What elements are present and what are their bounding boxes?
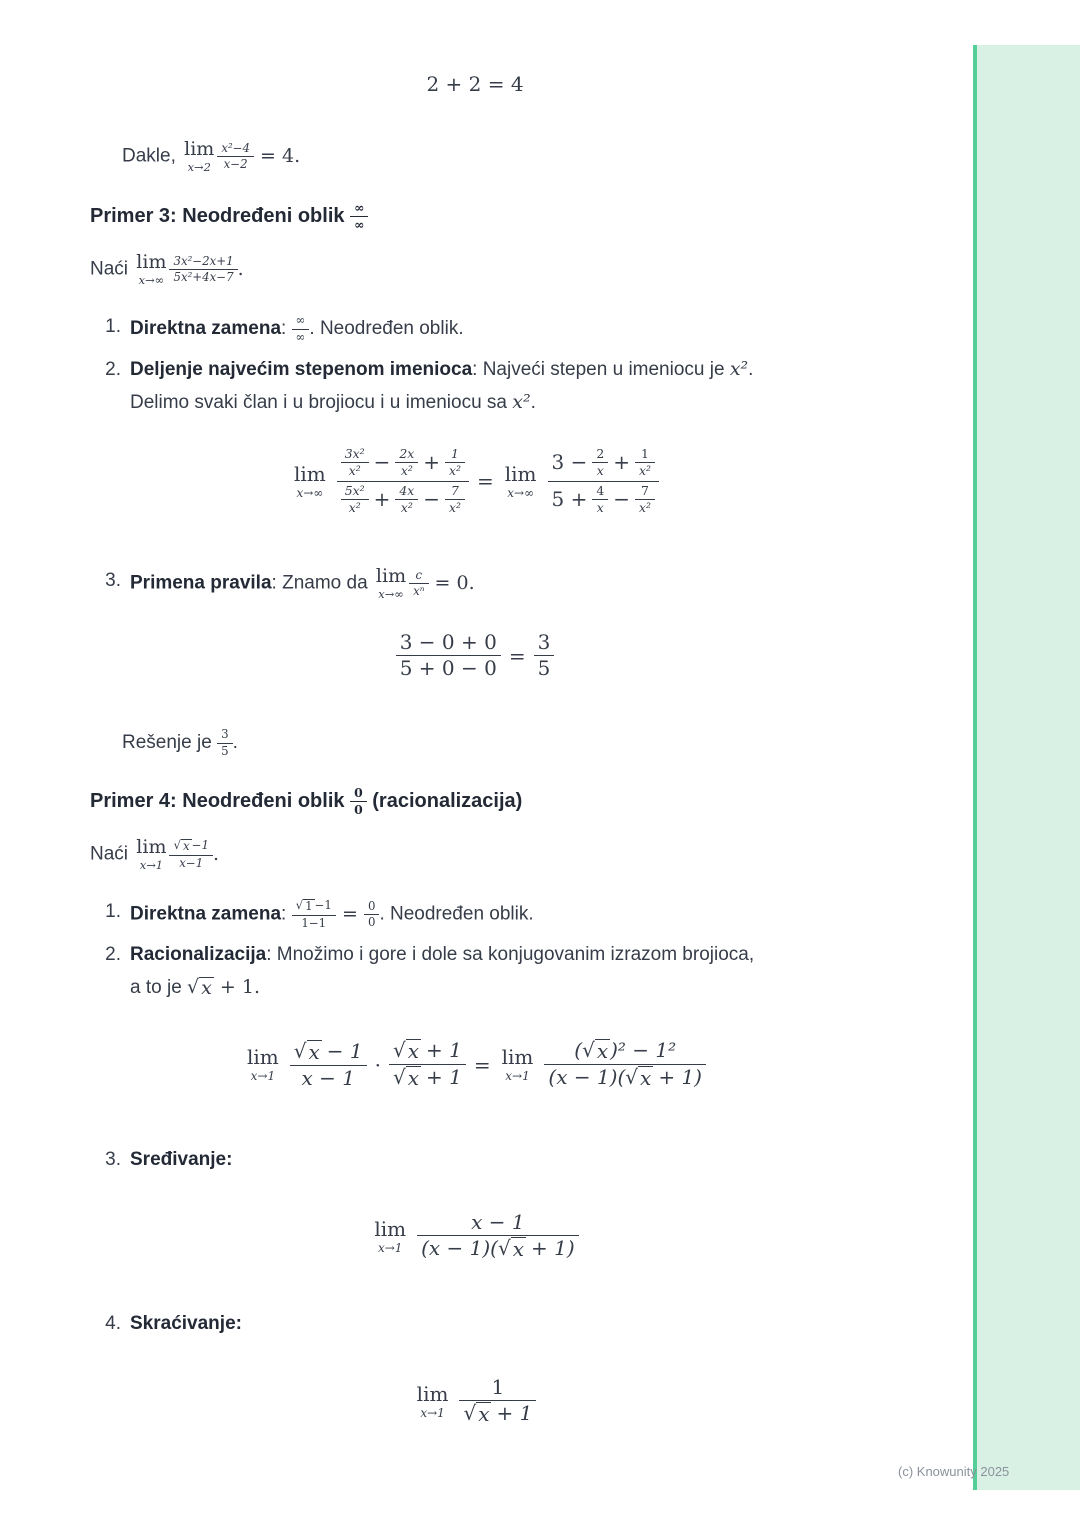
lim-subscript: x→1 — [505, 1069, 530, 1083]
heading-primer-4 — [90, 785, 522, 819]
denominator: x² — [395, 462, 418, 479]
text: Naći — [90, 843, 134, 865]
numerator: 2x — [399, 446, 415, 461]
display-formula-final-result — [0, 1375, 950, 1427]
list-marker: 1. — [105, 316, 121, 337]
lim-word: lim — [136, 836, 167, 858]
text: (x − 1)( — [421, 1236, 498, 1260]
numerator: 1 — [641, 446, 649, 461]
square-root — [187, 977, 214, 1000]
list-item-primena-pravila — [103, 567, 475, 600]
text: Dakle, — [122, 145, 182, 167]
list-marker: 2. — [105, 359, 121, 380]
lim-word: lim — [136, 251, 167, 273]
fraction — [217, 141, 254, 173]
denominator: x² — [341, 499, 369, 516]
text: : Množimo i gore i dole sa konjugovanim izrazom brojioca, — [266, 944, 755, 965]
text: 5 + — [551, 486, 588, 511]
denominator: x² — [445, 499, 465, 516]
radical-sign: √ — [625, 1065, 639, 1089]
lim-word: lim — [184, 138, 215, 160]
lim-word: lim — [416, 1381, 449, 1406]
radical-sign: √ — [295, 898, 304, 912]
list-item-body — [130, 567, 475, 600]
text: −1 — [314, 898, 332, 912]
fraction — [635, 446, 655, 480]
lim-subscript: x→1 — [420, 1405, 445, 1420]
fraction — [337, 445, 469, 517]
numerator: 4x — [399, 482, 415, 498]
term-label: Deljenje najvećim stepenom imenioca — [130, 359, 473, 380]
lim-subscript: x→∞ — [507, 485, 535, 500]
equation — [396, 630, 555, 681]
text: a to je — [130, 976, 188, 998]
denominator: x — [592, 462, 608, 479]
square-root — [173, 839, 191, 854]
numerator: 1 — [451, 446, 459, 461]
denominator: 0 — [350, 801, 367, 818]
lim-subscript: x→1 — [139, 858, 163, 872]
radicand: x — [596, 1039, 609, 1063]
denominator: x² — [341, 462, 369, 479]
inline-math: x² — [512, 390, 531, 413]
term-label: Sređivanje: — [130, 1149, 233, 1170]
fraction — [445, 446, 465, 480]
operator: + — [423, 450, 441, 475]
fraction — [409, 568, 428, 600]
list-item-deljenje — [103, 356, 753, 421]
square-root — [296, 899, 315, 914]
operator: + — [613, 450, 631, 475]
fraction — [217, 727, 233, 759]
denominator: ∞ — [350, 216, 368, 233]
square-root — [582, 1039, 610, 1063]
list-marker: 3. — [105, 1149, 121, 1170]
fraction — [395, 483, 418, 517]
denominator: x² — [445, 462, 465, 479]
numerator: 7 — [451, 482, 459, 498]
limit-operator — [247, 1047, 279, 1082]
operator: − — [613, 486, 631, 511]
numerator: c — [415, 567, 423, 582]
limit-operator — [374, 1216, 407, 1255]
lim-word: lim — [504, 461, 537, 486]
display-formula-division-by-x2 — [0, 445, 950, 517]
fraction — [396, 630, 501, 681]
radicand: 1 — [305, 899, 313, 913]
list-item-skracivanje — [103, 1310, 242, 1338]
paragraph-naci-primer-4 — [90, 838, 219, 871]
numerator — [544, 1038, 706, 1064]
denominator: x² — [635, 499, 655, 516]
denominator: 1−1 — [292, 915, 336, 932]
text: : Najveći stepen u imeniocu je — [472, 359, 730, 380]
numerator — [389, 1038, 466, 1064]
lim-subscript: x→∞ — [296, 485, 324, 500]
radicand: x — [182, 839, 190, 854]
square-root — [625, 1066, 653, 1090]
numerator: ∞ — [354, 200, 365, 215]
denominator: 5 — [534, 655, 555, 681]
fraction — [635, 483, 655, 517]
numerator: 2 — [596, 446, 605, 461]
list-item-direktna-zamena — [103, 313, 464, 345]
square-root — [463, 1402, 491, 1426]
display-formula-evaluated-limits — [0, 630, 950, 681]
lim-subscript: x→2 — [187, 160, 211, 174]
inline-math — [292, 898, 380, 930]
limit-operator — [504, 461, 537, 500]
fraction — [364, 899, 380, 931]
fraction — [350, 785, 367, 819]
fraction — [292, 313, 310, 345]
denominator: 5 — [217, 743, 233, 760]
equals-sign: = — [508, 643, 526, 668]
limit-operator — [136, 253, 166, 286]
fraction — [417, 1210, 579, 1262]
term-label: Racionalizacija — [130, 944, 267, 965]
denominator: x² — [635, 462, 655, 479]
text: = 4. — [254, 144, 301, 167]
list-item-racionalizacija — [103, 941, 754, 1006]
limit-operator — [184, 140, 214, 173]
term-label: Direktna zamena — [130, 318, 282, 340]
numerator — [290, 1039, 367, 1065]
list-marker: 2. — [105, 944, 121, 965]
fraction — [445, 483, 465, 517]
text: . Neodređen oblik. — [309, 318, 464, 340]
fraction — [592, 483, 608, 517]
paragraph-naci-primer-3 — [90, 253, 244, 286]
list-item-body — [130, 356, 753, 421]
limit-operator — [502, 1047, 534, 1082]
list-item-body — [130, 898, 534, 931]
text: : — [281, 318, 292, 340]
term-label: Skraćivanje: — [130, 1313, 242, 1334]
lim-word: lim — [375, 565, 407, 587]
text: Naći — [90, 258, 134, 280]
fraction — [544, 1038, 706, 1091]
fraction — [341, 483, 369, 517]
list-item-direktna-zamena-2 — [103, 898, 534, 931]
radicand: x — [512, 1237, 525, 1261]
denominator: x − 1 — [290, 1065, 367, 1091]
list-item-body — [130, 941, 754, 1006]
inline-math: x² — [729, 358, 749, 380]
operator: − — [373, 450, 391, 475]
text: . Neodređen oblik. — [379, 903, 534, 925]
text: = 0. — [428, 571, 475, 594]
numerator: 4 — [596, 482, 605, 498]
denominator: x−2 — [217, 156, 254, 173]
equation — [371, 1210, 578, 1262]
fraction — [459, 1375, 536, 1427]
numerator: 0 — [354, 785, 363, 800]
text: : — [281, 903, 292, 925]
numerator: 3 — [537, 630, 551, 654]
operator: + — [373, 486, 391, 511]
display-formula-simplified — [0, 1210, 950, 1262]
equation — [414, 1375, 537, 1427]
denominator: 5x²+4x−7 — [169, 269, 237, 286]
fraction — [292, 898, 336, 931]
limit-expression — [133, 836, 220, 872]
fraction — [169, 838, 213, 871]
text: + 1 — [426, 1038, 462, 1062]
radical-sign: √ — [293, 1038, 307, 1063]
text: + 1 — [426, 1065, 462, 1089]
square-root — [393, 1039, 421, 1063]
fraction — [169, 254, 237, 286]
equation-text: 2 + 2 = 4 — [426, 72, 524, 96]
numerator: x − 1 — [471, 1210, 525, 1234]
lim-subscript: x→∞ — [138, 273, 165, 287]
equation — [244, 1038, 706, 1091]
square-root — [393, 1066, 421, 1090]
green-accent-stripe — [973, 45, 1080, 1490]
fraction — [290, 1039, 367, 1091]
paragraph-dakle — [122, 140, 300, 173]
text: . — [237, 257, 244, 280]
text: Rešenje je — [122, 732, 218, 754]
text: (x − 1)( — [548, 1065, 626, 1089]
numerator: ∞ — [295, 313, 306, 327]
radical-sign: √ — [582, 1038, 595, 1062]
radicand: x — [308, 1039, 320, 1064]
multiplication-dot: · — [374, 1052, 381, 1077]
lim-word: lim — [247, 1045, 279, 1069]
radicand: x — [201, 976, 212, 999]
numerator — [292, 898, 336, 915]
square-root — [498, 1237, 526, 1261]
text: . — [232, 732, 238, 754]
fraction — [548, 445, 659, 517]
radical-sign: √ — [393, 1038, 406, 1062]
display-formula-rationalization — [0, 1038, 950, 1091]
list-item-sredjivanje — [103, 1146, 232, 1174]
numerator: x²−4 — [221, 140, 251, 155]
limit-expression — [373, 565, 475, 601]
list-item-body — [130, 313, 464, 345]
numerator — [169, 838, 213, 855]
denominator: xⁿ — [409, 583, 428, 600]
lim-subscript: x→∞ — [378, 587, 404, 601]
copyright-footer: (c) Knowunity 2025 — [898, 1464, 1010, 1479]
equation-two-plus-two — [0, 72, 950, 96]
text: + 1 — [496, 1401, 533, 1425]
square-root — [294, 1040, 322, 1064]
limit-operator — [376, 567, 406, 600]
line — [130, 389, 753, 417]
text: . — [748, 359, 754, 380]
numerator: 1 — [491, 1375, 505, 1399]
denominator: x−1 — [169, 855, 213, 872]
text: Delimo svaki član i u brojiocu i u imeniocu sa — [130, 391, 513, 413]
radical-sign: √ — [497, 1236, 511, 1260]
text: + 1) — [658, 1065, 702, 1089]
line — [130, 974, 754, 1002]
text: . — [530, 391, 536, 413]
numerator — [548, 445, 659, 481]
heading-text: Primer 4: Neodređeni oblik — [90, 790, 351, 813]
limit-operator — [294, 461, 326, 500]
radical-sign: √ — [173, 838, 181, 853]
numerator — [337, 445, 469, 481]
radicand: x — [407, 1039, 420, 1063]
numerator: 3x²−2x+1 — [173, 253, 234, 268]
lim-word: lim — [374, 1216, 407, 1241]
denominator: ∞ — [292, 329, 310, 346]
heading-primer-3 — [90, 200, 368, 234]
numerator: 5x² — [344, 482, 365, 498]
numerator: 0 — [367, 898, 376, 913]
operator: − — [423, 486, 441, 511]
denominator — [389, 1064, 466, 1091]
numerator: 7 — [641, 482, 649, 498]
inline-math — [187, 976, 260, 998]
lim-word: lim — [294, 461, 326, 486]
heading-text: (racionalizacija) — [366, 790, 523, 813]
fraction — [389, 1038, 466, 1091]
text: : Znamo da — [271, 572, 373, 594]
list-marker: 4. — [105, 1313, 121, 1334]
text: )² − 1² — [610, 1038, 677, 1062]
lim-word: lim — [501, 1045, 534, 1069]
radical-sign: √ — [393, 1065, 406, 1089]
text: . — [212, 842, 220, 865]
denominator — [337, 481, 469, 518]
equation — [291, 445, 659, 517]
radical-sign: √ — [463, 1401, 477, 1425]
term-label: Direktna zamena — [130, 903, 282, 925]
list-marker: 3. — [105, 570, 121, 591]
list-marker: 1. — [105, 901, 121, 922]
radicand: x — [640, 1066, 652, 1090]
denominator — [548, 481, 659, 518]
line — [130, 941, 754, 969]
paragraph-resenje — [122, 727, 238, 759]
radicand: x — [407, 1066, 420, 1090]
fraction — [350, 200, 368, 234]
lim-subscript: x→1 — [377, 1240, 403, 1255]
text: + 1) — [531, 1236, 575, 1260]
text: ( — [574, 1038, 583, 1062]
text: −1 — [191, 838, 209, 853]
denominator: x² — [395, 499, 418, 516]
denominator: 5 + 0 − 0 — [396, 655, 501, 681]
equals-sign: = — [476, 469, 494, 494]
fraction — [534, 630, 555, 681]
numerator: 3x² — [344, 446, 365, 461]
text: + 1. — [213, 975, 261, 998]
limit-operator — [136, 838, 166, 871]
radicand: x — [478, 1402, 490, 1426]
heading-text: Primer 3: Neodređeni oblik — [90, 205, 351, 228]
term-label: Primena pravila — [130, 572, 272, 594]
denominator — [417, 1235, 579, 1262]
line — [130, 356, 753, 384]
list-item-body — [130, 1146, 232, 1174]
denominator — [544, 1064, 706, 1091]
equals-sign: = — [335, 902, 364, 925]
fraction — [341, 446, 369, 480]
lim-subscript: x→1 — [250, 1069, 276, 1083]
limit-expression — [133, 251, 244, 287]
denominator — [459, 1400, 536, 1427]
numerator: 3 − 0 + 0 — [399, 630, 497, 654]
text: 3 − — [551, 450, 588, 475]
numerator: 3 — [221, 727, 229, 741]
fraction — [395, 446, 418, 480]
fraction — [592, 446, 608, 480]
radical-sign: √ — [187, 975, 200, 998]
equals-sign: = — [473, 1052, 491, 1077]
limit-operator — [416, 1381, 449, 1420]
text: − 1 — [326, 1038, 363, 1063]
limit-expression — [181, 138, 301, 174]
denominator: x — [592, 499, 608, 516]
list-item-body — [130, 1310, 242, 1338]
denominator: 0 — [364, 914, 380, 931]
